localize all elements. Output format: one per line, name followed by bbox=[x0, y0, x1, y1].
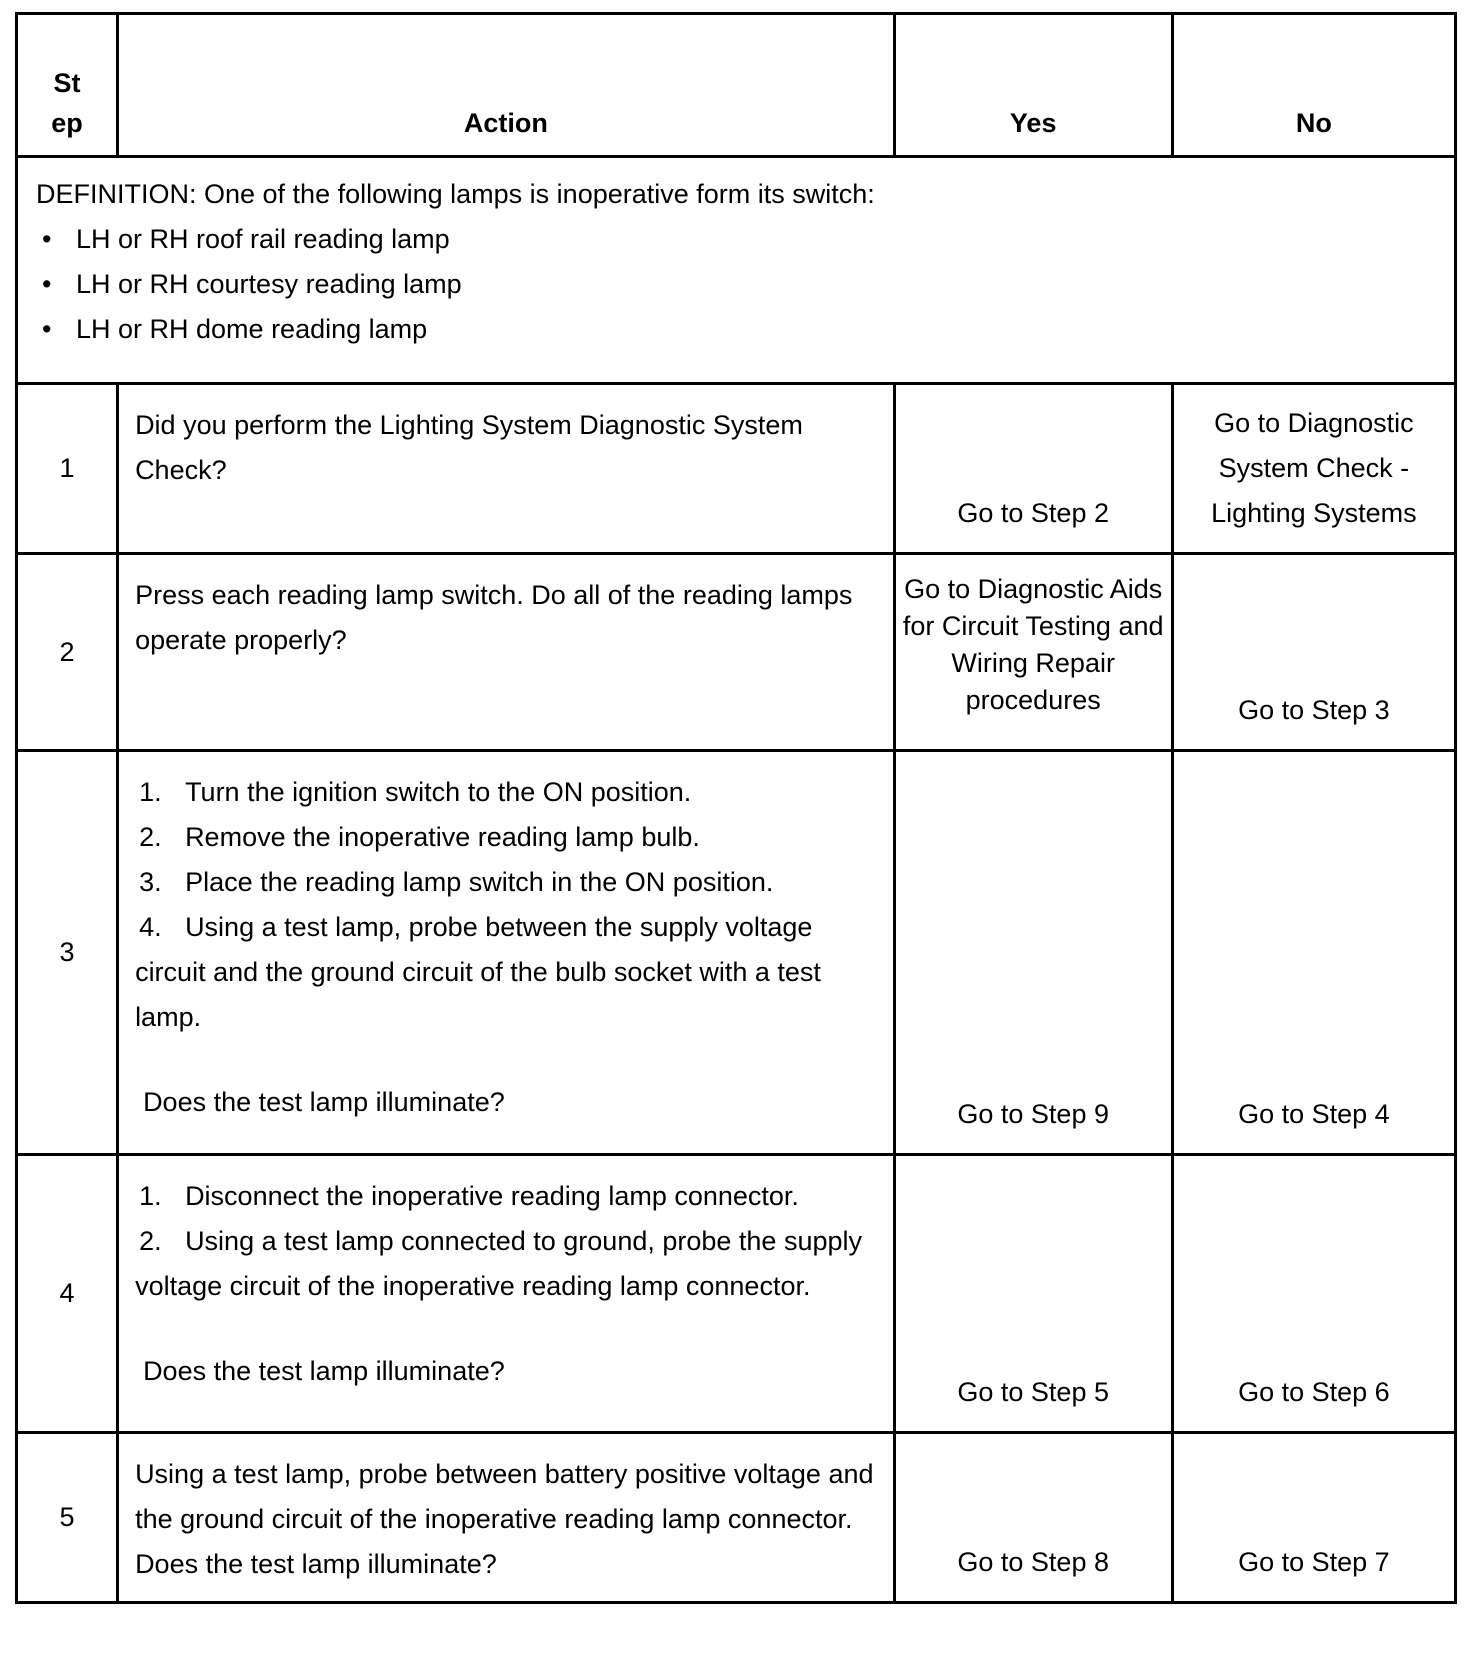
table-row bbox=[17, 554, 1456, 751]
action-column-header: Action bbox=[118, 14, 895, 157]
yes-cell: Go to Step 2 bbox=[894, 384, 1172, 554]
table-row bbox=[17, 384, 1456, 554]
no-cell: Go to Diagnostic System Check - Lighting Systems bbox=[1172, 384, 1455, 554]
step-header-line1: St bbox=[53, 68, 81, 98]
action-cell: Using a test lamp, probe between battery positive voltage and the ground circuit of the inoperative reading lamp connector. Does the test lamp illuminate? bbox=[118, 1433, 895, 1603]
question-text: Does the test lamp illuminate? bbox=[143, 1087, 505, 1117]
list-item: 2. Remove the inoperative reading lamp bulb. bbox=[139, 822, 700, 852]
header-row bbox=[17, 14, 1456, 157]
step-number: 1 bbox=[17, 384, 118, 554]
step-number: 2 bbox=[17, 554, 118, 751]
step-column-header bbox=[17, 14, 118, 157]
action-cell: Press each reading lamp switch. Do all of the reading lamps operate properly? bbox=[118, 554, 895, 751]
list-item: 4. Using a test lamp, probe between the supply voltage circuit and the ground circuit of the bulb socket with a test lamp. bbox=[135, 912, 821, 1032]
definition-row bbox=[17, 157, 1456, 384]
question-text: Does the test lamp illuminate? bbox=[143, 1356, 505, 1386]
yes-cell: Go to Step 8 bbox=[894, 1433, 1172, 1603]
no-cell: Go to Step 7 bbox=[1172, 1433, 1455, 1603]
no-cell: Go to Step 4 bbox=[1172, 751, 1455, 1155]
diagnostic-table bbox=[15, 12, 1457, 1604]
definition-cell bbox=[17, 157, 1456, 384]
table-row bbox=[17, 1155, 1456, 1433]
list-item: 1. Turn the ignition switch to the ON position. bbox=[139, 777, 692, 807]
no-cell: Go to Step 6 bbox=[1172, 1155, 1455, 1433]
list-item: 2. Using a test lamp connected to ground, probe the supply voltage circuit of the inoperative reading lamp connector. bbox=[135, 1226, 862, 1301]
list-item: 3. Place the reading lamp switch in the ON position. bbox=[139, 867, 774, 897]
definition-list bbox=[36, 217, 1444, 352]
list-item: • LH or RH dome reading lamp bbox=[42, 314, 428, 344]
list-item: • LH or RH courtesy reading lamp bbox=[42, 269, 462, 299]
step-number: 5 bbox=[17, 1433, 118, 1603]
table-row bbox=[17, 751, 1456, 1155]
yes-column-header: Yes bbox=[894, 14, 1172, 157]
yes-cell: Go to Step 5 bbox=[894, 1155, 1172, 1433]
action-cell bbox=[118, 751, 895, 1155]
table-row bbox=[17, 1433, 1456, 1603]
list-item: 1. Disconnect the inoperative reading lamp connector. bbox=[139, 1181, 799, 1211]
yes-cell: Go to Step 9 bbox=[894, 751, 1172, 1155]
action-cell: Did you perform the Lighting System Diagnostic System Check? bbox=[118, 384, 895, 554]
no-column-header: No bbox=[1172, 14, 1455, 157]
yes-cell: Go to Diagnostic Aids for Circuit Testing and Wiring Repair procedures bbox=[894, 554, 1172, 751]
step-number: 4 bbox=[17, 1155, 118, 1433]
no-cell: Go to Step 3 bbox=[1172, 554, 1455, 751]
step-header-line2: ep bbox=[51, 108, 83, 138]
step-number: 3 bbox=[17, 751, 118, 1155]
definition-text: DEFINITION: One of the following lamps is inoperative form its switch: bbox=[36, 179, 875, 209]
action-cell bbox=[118, 1155, 895, 1433]
list-item: • LH or RH roof rail reading lamp bbox=[42, 224, 450, 254]
